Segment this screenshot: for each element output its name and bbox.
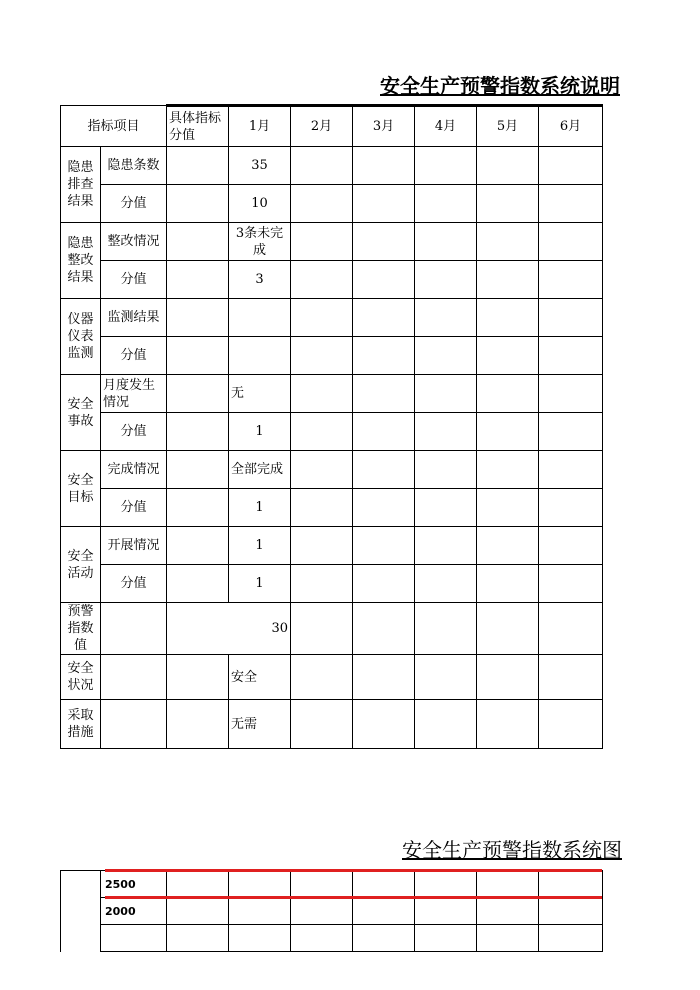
month-cell (415, 700, 477, 749)
month-cell (539, 337, 603, 375)
month-cell (539, 451, 603, 489)
row-label: 分值 (101, 185, 167, 223)
row-label: 隐患条数 (101, 147, 167, 185)
chart-cell (101, 925, 167, 952)
chart-cell (291, 871, 353, 898)
chart-cell (229, 871, 291, 898)
month-cell (477, 261, 539, 299)
spec-score-cell (167, 299, 229, 337)
chart-row (61, 871, 603, 898)
month-cell (539, 700, 603, 749)
jan-value: 1 (229, 489, 291, 527)
chart-cell (415, 871, 477, 898)
month-cell (291, 451, 353, 489)
row-label: 分值 (101, 413, 167, 451)
table-row (61, 375, 603, 413)
month-cell (539, 527, 603, 565)
header-month-3: 3月 (353, 106, 415, 147)
table-row (61, 223, 603, 261)
chart-title: 安全生产预警指数系统图 (402, 838, 622, 862)
spec-score-cell (167, 375, 229, 413)
month-cell (353, 375, 415, 413)
jan-value (229, 337, 291, 375)
month-cell (415, 565, 477, 603)
month-cell (415, 655, 477, 700)
header-item: 指标项目 (61, 106, 167, 147)
chart-left-cell (61, 871, 101, 952)
month-cell (415, 527, 477, 565)
month-cell (353, 413, 415, 451)
month-cell (415, 603, 477, 655)
axis-label: 2500 (101, 871, 167, 898)
axis-label: 2000 (101, 898, 167, 925)
month-cell (477, 655, 539, 700)
month-cell (291, 185, 353, 223)
month-cell (415, 261, 477, 299)
month-cell (539, 603, 603, 655)
row-label: 完成情况 (101, 451, 167, 489)
month-cell (291, 147, 353, 185)
table-row (61, 700, 603, 749)
header-month-4: 4月 (415, 106, 477, 147)
summary-category: 采取措施 (61, 700, 101, 749)
month-cell (415, 185, 477, 223)
chart-red-line (105, 869, 602, 872)
chart-cell (229, 925, 291, 952)
row-label: 月度发生情况 (101, 375, 167, 413)
month-cell (539, 299, 603, 337)
month-cell (353, 527, 415, 565)
month-cell (539, 147, 603, 185)
jan-value: 3 (229, 261, 291, 299)
month-cell (539, 413, 603, 451)
table-row (61, 527, 603, 565)
row-label: 分值 (101, 565, 167, 603)
summary-empty (101, 603, 167, 655)
month-cell (353, 223, 415, 261)
month-cell (415, 489, 477, 527)
month-cell (477, 451, 539, 489)
header-month-2: 2月 (291, 106, 353, 147)
month-cell (415, 299, 477, 337)
month-cell (539, 185, 603, 223)
month-cell (539, 489, 603, 527)
chart-cell (353, 925, 415, 952)
spec-score-cell (167, 261, 229, 299)
chart-cell (353, 898, 415, 925)
month-cell (291, 489, 353, 527)
month-cell (415, 223, 477, 261)
chart-cell (291, 925, 353, 952)
jan-value: 安全 (229, 655, 291, 700)
chart-cell (477, 871, 539, 898)
table-row (61, 185, 603, 223)
row-label: 整改情况 (101, 223, 167, 261)
chart-cell (167, 871, 229, 898)
jan-value: 无 (229, 375, 291, 413)
chart-cell (539, 925, 603, 952)
month-cell (291, 223, 353, 261)
month-cell (353, 489, 415, 527)
indicator-table (60, 104, 602, 749)
table-row (61, 147, 603, 185)
table-row (61, 565, 603, 603)
spec-score-cell (167, 655, 229, 700)
month-cell (353, 261, 415, 299)
month-cell (291, 527, 353, 565)
month-cell (291, 299, 353, 337)
month-cell (539, 261, 603, 299)
jan-value: 全部完成 (229, 451, 291, 489)
jan-value: 10 (229, 185, 291, 223)
header-spec-score: 具体指标分值 (167, 106, 229, 147)
month-cell (415, 375, 477, 413)
spec-score-cell (167, 565, 229, 603)
spec-score-cell (167, 185, 229, 223)
table-row (61, 451, 603, 489)
month-cell (477, 375, 539, 413)
chart-cell (477, 925, 539, 952)
chart-grid (60, 870, 602, 952)
month-cell (415, 337, 477, 375)
month-cell (415, 413, 477, 451)
jan-value (229, 299, 291, 337)
month-cell (477, 223, 539, 261)
month-cell (477, 700, 539, 749)
category-cell: 隐患整改结果 (61, 223, 101, 299)
chart-row (61, 925, 603, 952)
report-title: 安全生产预警指数系统说明 (380, 74, 620, 98)
spec-score-cell (167, 527, 229, 565)
month-cell (353, 185, 415, 223)
jan-value: 35 (229, 147, 291, 185)
summary-category: 预警指数值 (61, 603, 101, 655)
month-cell (291, 261, 353, 299)
jan-value: 无需 (229, 700, 291, 749)
month-cell (539, 375, 603, 413)
header-month-5: 5月 (477, 106, 539, 147)
month-cell (353, 147, 415, 185)
chart-cell (229, 898, 291, 925)
month-cell (353, 451, 415, 489)
month-cell (353, 565, 415, 603)
table-row (61, 261, 603, 299)
chart-cell (167, 925, 229, 952)
chart-cell (353, 871, 415, 898)
spec-score-cell (167, 337, 229, 375)
month-cell (353, 299, 415, 337)
month-cell (477, 185, 539, 223)
jan-value: 3条未完成 (229, 223, 291, 261)
month-cell (477, 603, 539, 655)
month-cell (291, 655, 353, 700)
month-cell (477, 565, 539, 603)
month-cell (539, 565, 603, 603)
spec-score-cell (167, 700, 229, 749)
month-cell (539, 223, 603, 261)
category-cell: 仪器仪表监测 (61, 299, 101, 375)
month-cell (353, 700, 415, 749)
jan-value: 1 (229, 565, 291, 603)
month-cell (291, 700, 353, 749)
row-label: 分值 (101, 337, 167, 375)
chart-red-line (105, 896, 602, 899)
chart-cell (477, 898, 539, 925)
spec-score-cell (167, 451, 229, 489)
jan-value: 1 (229, 413, 291, 451)
month-cell (353, 337, 415, 375)
summary-category: 安全状况 (61, 655, 101, 700)
table-row (61, 413, 603, 451)
category-cell: 安全事故 (61, 375, 101, 451)
chart-cell (415, 925, 477, 952)
table-row (61, 655, 603, 700)
chart-row (61, 898, 603, 925)
jan-value: 1 (229, 527, 291, 565)
month-cell (415, 451, 477, 489)
month-cell (415, 147, 477, 185)
chart-cell (539, 871, 603, 898)
row-label: 开展情况 (101, 527, 167, 565)
category-cell: 安全活动 (61, 527, 101, 603)
row-label: 分值 (101, 489, 167, 527)
header-month-6: 6月 (539, 106, 603, 147)
table-row (61, 489, 603, 527)
month-cell (353, 655, 415, 700)
chart-cell (415, 898, 477, 925)
month-cell (477, 527, 539, 565)
month-cell (477, 147, 539, 185)
month-cell (291, 337, 353, 375)
month-cell (477, 337, 539, 375)
row-label: 分值 (101, 261, 167, 299)
jan-value: 30 (167, 603, 291, 655)
month-cell (291, 413, 353, 451)
spec-score-cell (167, 223, 229, 261)
row-label: 监测结果 (101, 299, 167, 337)
month-cell (291, 603, 353, 655)
chart-cell (291, 898, 353, 925)
month-cell (539, 655, 603, 700)
spec-score-cell (167, 147, 229, 185)
header-month-1: 1月 (229, 106, 291, 147)
category-cell: 隐患排查结果 (61, 147, 101, 223)
summary-empty (101, 700, 167, 749)
month-cell (291, 565, 353, 603)
spec-score-cell (167, 413, 229, 451)
table-row (61, 299, 603, 337)
month-cell (477, 413, 539, 451)
table-row (61, 603, 603, 655)
month-cell (353, 603, 415, 655)
chart-cell (167, 898, 229, 925)
summary-empty (101, 655, 167, 700)
month-cell (291, 375, 353, 413)
chart-cell (539, 898, 603, 925)
month-cell (477, 299, 539, 337)
spec-score-cell (167, 489, 229, 527)
month-cell (477, 489, 539, 527)
category-cell: 安全目标 (61, 451, 101, 527)
header-row (61, 106, 603, 147)
table-row (61, 337, 603, 375)
